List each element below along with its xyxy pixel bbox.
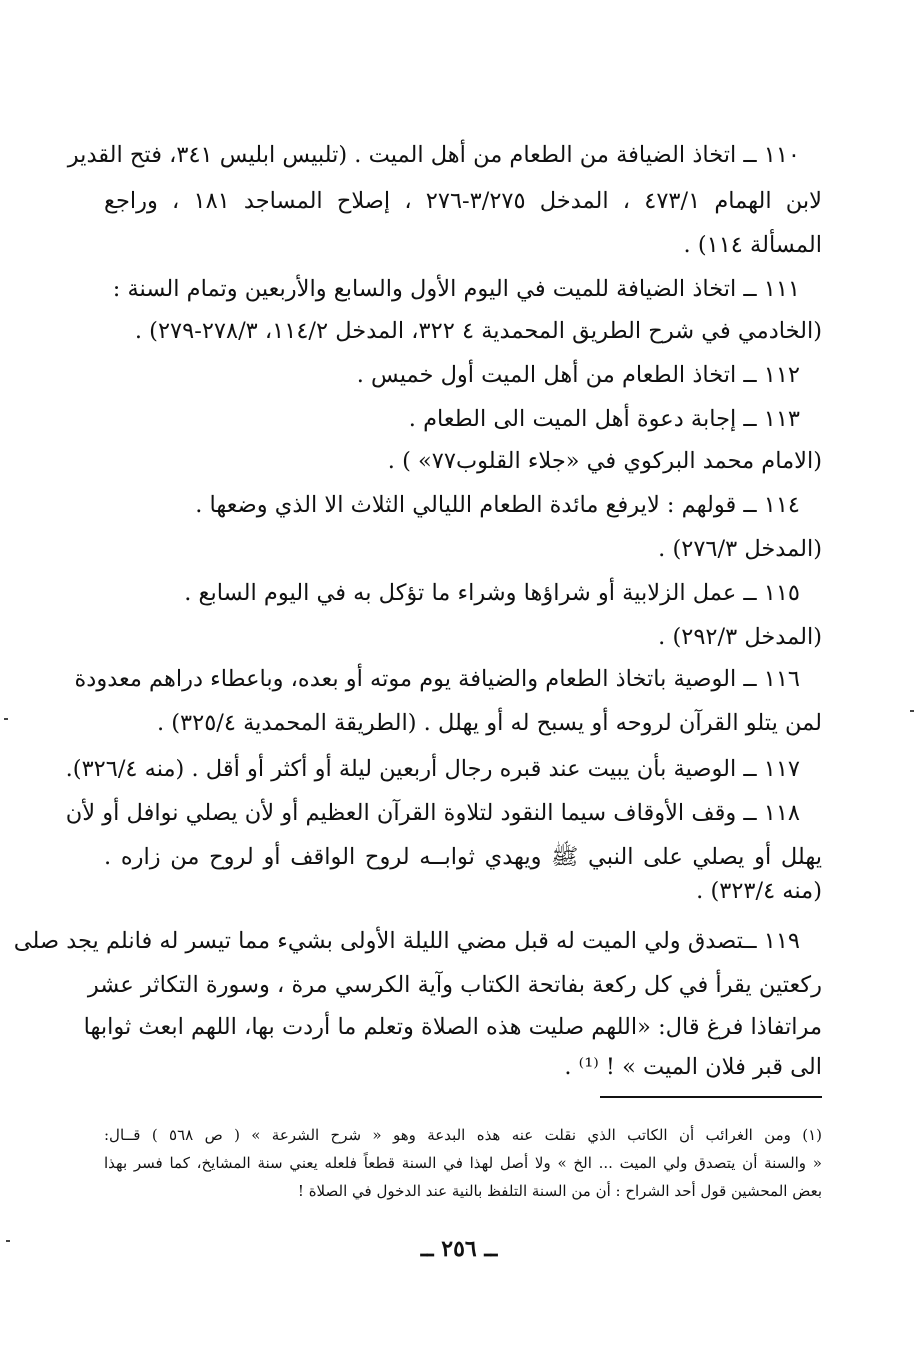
footnote-line-1: (١) ومن الغرائب أن الكاتب الذي نقلت عنه هذه البدعة وهو « شرح الشرعة » ( ص ٥٦٨ ) قــال: [104,1126,822,1144]
entry-119-line-3: مراتفاذا فرغ قال: «اللهم صليت هذه الصلاة وتعلم ما أردت بها، اللهم ابعث ثوابها [83,1014,822,1040]
entry-118-line-2: يهلل أو يصلي على النبي ﷺ ويهدي ثوابــه لروح الواقف أو لروح من زاره . [104,844,822,870]
entry-111-line-2: (الخادمي في شرح الطريق المحمدية ٤ ٣٢٢، المدخل ١١٤/٢، ٢٧٨/٣-٢٧٩) . [134,318,822,344]
footnote-line-2: « والسنة أن يتصدق ولي الميت ... الخ » ولا أصل لهذا في السنة قطعاً فلعله يعني سنة المشايخ، كما فسر بهذا [104,1154,822,1172]
entry-119-line-1: ١١٩ ــتصدق ولي الميت له قبل مضي الليلة الأولى بشيء مما تيسر له فانلم يجد صلى [13,928,800,954]
scan-speck [6,1240,10,1242]
scan-speck [4,718,8,720]
entry-119-line-4: الى قبر فلان الميت » ! ⁽¹⁾ . [564,1054,822,1080]
entry-115-line-2: (المدخل ٢٩٢/٣) . [658,624,822,650]
page-number: ــ ٢٥٦ ــ [420,1236,498,1262]
entry-113-line-1: ١١٣ ــ إجابة دعوة أهل الميت الى الطعام . [408,406,800,432]
entry-114-line-2: (المدخل ٢٧٦/٣) . [658,536,822,562]
entry-115-line-1: ١١٥ ــ عمل الزلابية أو شراؤها وشراء ما تؤكل به في اليوم السابع . [184,580,800,606]
entry-119-line-2: ركعتين يقرأ في كل ركعة بفاتحة الكتاب وآية الكرسي مرة ، وسورة التكاثر عشر [87,972,822,998]
footnote-line-3: بعض المحشين قول أحد الشراح : أن من السنة التلفظ بالنية عند الدخول في الصلاة ! [297,1182,822,1200]
entry-117-line-1: ١١٧ ــ الوصية بأن يبيت عند قبره رجال أربعين ليلة أو أكثر أو أقل . (منه ٣٢٦/٤). [65,756,800,782]
entry-110-line-2: لابن الهمام ٤٧٣/١ ، المدخل ٣/٢٧٥-٢٧٦ ، إصلاح المساجد ١٨١ ، وراجع [104,188,822,214]
entry-118-line-3: (منه ٣٢٣/٤) . [696,878,822,904]
entry-116-line-2: لمن يتلو القرآن لروحه أو يسبح له أو يهلل . (الطريقة المحمدية ٣٢٥/٤) . [156,710,822,736]
entry-114-line-1: ١١٤ ــ قولهم : لايرفع مائدة الطعام الليالي الثلاث الا الذي وضعها . [195,492,800,518]
footnote-separator [600,1096,822,1098]
entry-116-line-1: ١١٦ ــ الوصية باتخاذ الطعام والضيافة يوم موته أو بعده، وباعطاء دراهم معدودة [74,666,800,692]
entry-110-line-3: المسألة ١١٤) . [683,232,822,258]
scan-speck [910,710,914,712]
entry-118-line-1: ١١٨ ــ وقف الأوقاف سيما النقود لتلاوة القرآن العظيم أو لأن يصلي نوافل أو لأن [65,800,800,826]
entry-113-line-2: (الامام محمد البركوي في «جلاء القلوب٧٧» ) . [387,448,822,474]
entry-111-line-1: ١١١ ــ اتخاذ الضيافة للميت في اليوم الأول والسابع والأربعين وتمام السنة : [112,276,800,302]
entry-112-line-1: ١١٢ ــ اتخاذ الطعام من أهل الميت أول خميس . [356,362,800,388]
entry-110-line-1: ١١٠ ــ اتخاذ الضيافة من الطعام من أهل الميت . (تلبيس ابليس ٣٤١، فتح القدير [67,142,800,168]
